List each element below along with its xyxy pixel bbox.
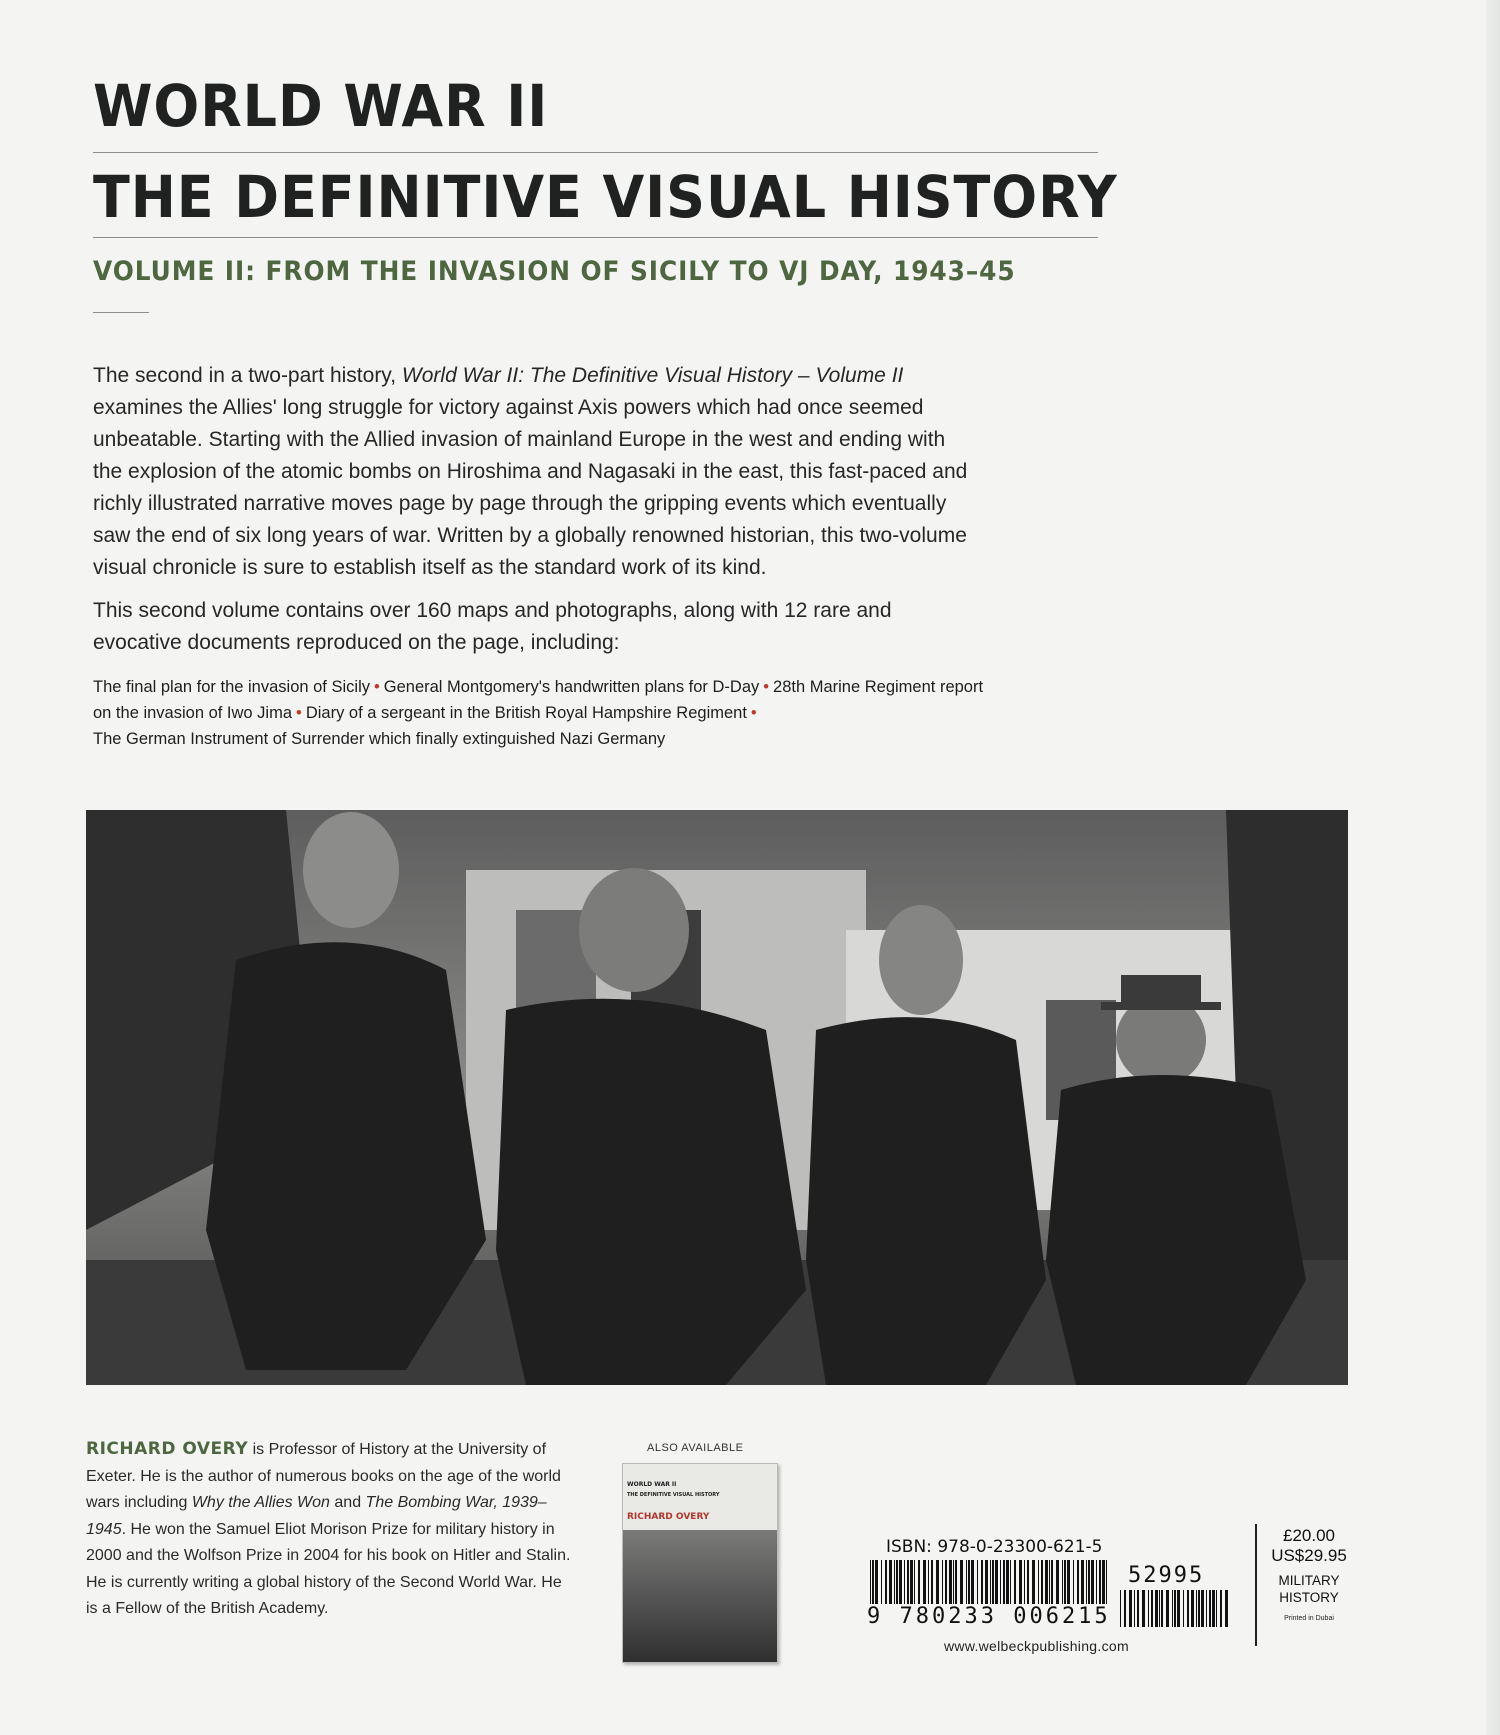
- thumbnail-photo: [623, 1530, 778, 1663]
- document-item: The German Instrument of Surrender which finally extinguished Nazi Germany: [93, 730, 666, 748]
- blurb-paragraph-2: This second volume contains over 160 maps and photographs, along with 12 rare and evocative documents reproduced on the page, including:: [93, 599, 892, 654]
- author-bio-text: and: [329, 1494, 366, 1511]
- volume-subtitle: VOLUME II: FROM THE INVASION OF SICILY TO VJ DAY, 1943–45: [93, 256, 1016, 287]
- title-line-2: THE DEFINITIVE VISUAL HISTORY: [93, 163, 1118, 231]
- volume-1-cover-thumbnail: [622, 1463, 778, 1663]
- author-bio-text: . He won the Samuel Eliot Morison Prize for military history in 2000 and the Wolfson Prize in 2004 for his book on Hitler and Stalin. He is currently writing a global history of the Second World War. He is a Fellow of the British Academy.: [86, 1520, 571, 1617]
- bullet-dot-icon: •: [750, 704, 757, 722]
- price-box: [1255, 1524, 1361, 1646]
- price-gbp: £20.00: [1283, 1526, 1335, 1545]
- blurb-body: examines the Allies' long struggle for victory against Axis powers which had once seemed unbeatable. Starting with the Allied invasion of mainland Europe in the west and ending with the explosion of the atomic bombs on Hiroshima and Nagasaki in the east, this fast-paced and richly illustrated narrative moves page by page through the gripping events which eventually saw the end of six long years of war. Written by a globally renowned historian, this two-volume visual chronicle is sure to establish itself as the standard work of its kind.: [93, 396, 968, 579]
- title-rule-1: [93, 152, 1098, 153]
- author-book-title: Why the Allies Won: [191, 1494, 330, 1511]
- photo-illustration: [86, 810, 1348, 1385]
- page-edge: [1486, 0, 1500, 1735]
- addon-barcode: [1118, 1590, 1230, 1627]
- bullet-dot-icon: •: [373, 678, 380, 696]
- isbn-text: ISBN: 978-0-23300-621-5: [886, 1537, 1103, 1557]
- title-line-1: WORLD WAR II: [93, 72, 549, 140]
- documents-list: [93, 674, 993, 752]
- document-item: 28th Marine Regiment report on the invasion of Iwo Jima: [93, 678, 984, 722]
- document-item: Diary of a sergeant in the British Royal Hampshire Regiment: [305, 704, 747, 722]
- printed-in-label: Printed in Dubai: [1284, 1615, 1334, 1622]
- author-bio: [86, 1436, 576, 1623]
- price-addon-digits: 52995: [1128, 1563, 1205, 1588]
- document-item: General Montgomery's handwritten plans for D-Day: [383, 678, 760, 696]
- price-usd: US$29.95: [1271, 1546, 1347, 1565]
- thumbnail-author: RICHARD OVERY: [627, 1512, 710, 1522]
- also-available-label: ALSO AVAILABLE: [647, 1442, 744, 1454]
- thumbnail-subtitle: THE DEFINITIVE VISUAL HISTORY: [627, 1492, 720, 1498]
- title-rule-2: [93, 237, 1098, 238]
- publisher-website: www.welbeckpublishing.com: [944, 1638, 1129, 1654]
- category-label: MILITARY HISTORY: [1278, 1573, 1340, 1605]
- author-name: RICHARD OVERY: [86, 1439, 249, 1459]
- author-book-title: The Bombing War, 1939–1945: [86, 1494, 547, 1538]
- historical-photo: [86, 810, 1348, 1385]
- author-bio-text: is Professor of History at the University of Exeter. He is the author of numerous books on the age of the world wars including: [86, 1441, 561, 1511]
- ean-digits: 9 780233 006215: [867, 1604, 1111, 1629]
- document-item: The final plan for the invasion of Sicily: [93, 678, 370, 696]
- thumbnail-title: WORLD WAR II: [627, 1481, 677, 1488]
- blurb-book-title: World War II: The Definitive Visual History – Volume II: [401, 364, 904, 387]
- bullet-dot-icon: •: [763, 678, 770, 696]
- short-divider: [93, 312, 149, 313]
- blurb-paragraph-1: [93, 360, 973, 584]
- blurb-intro: The second in a two-part history,: [93, 364, 402, 387]
- bullet-dot-icon: •: [296, 704, 302, 722]
